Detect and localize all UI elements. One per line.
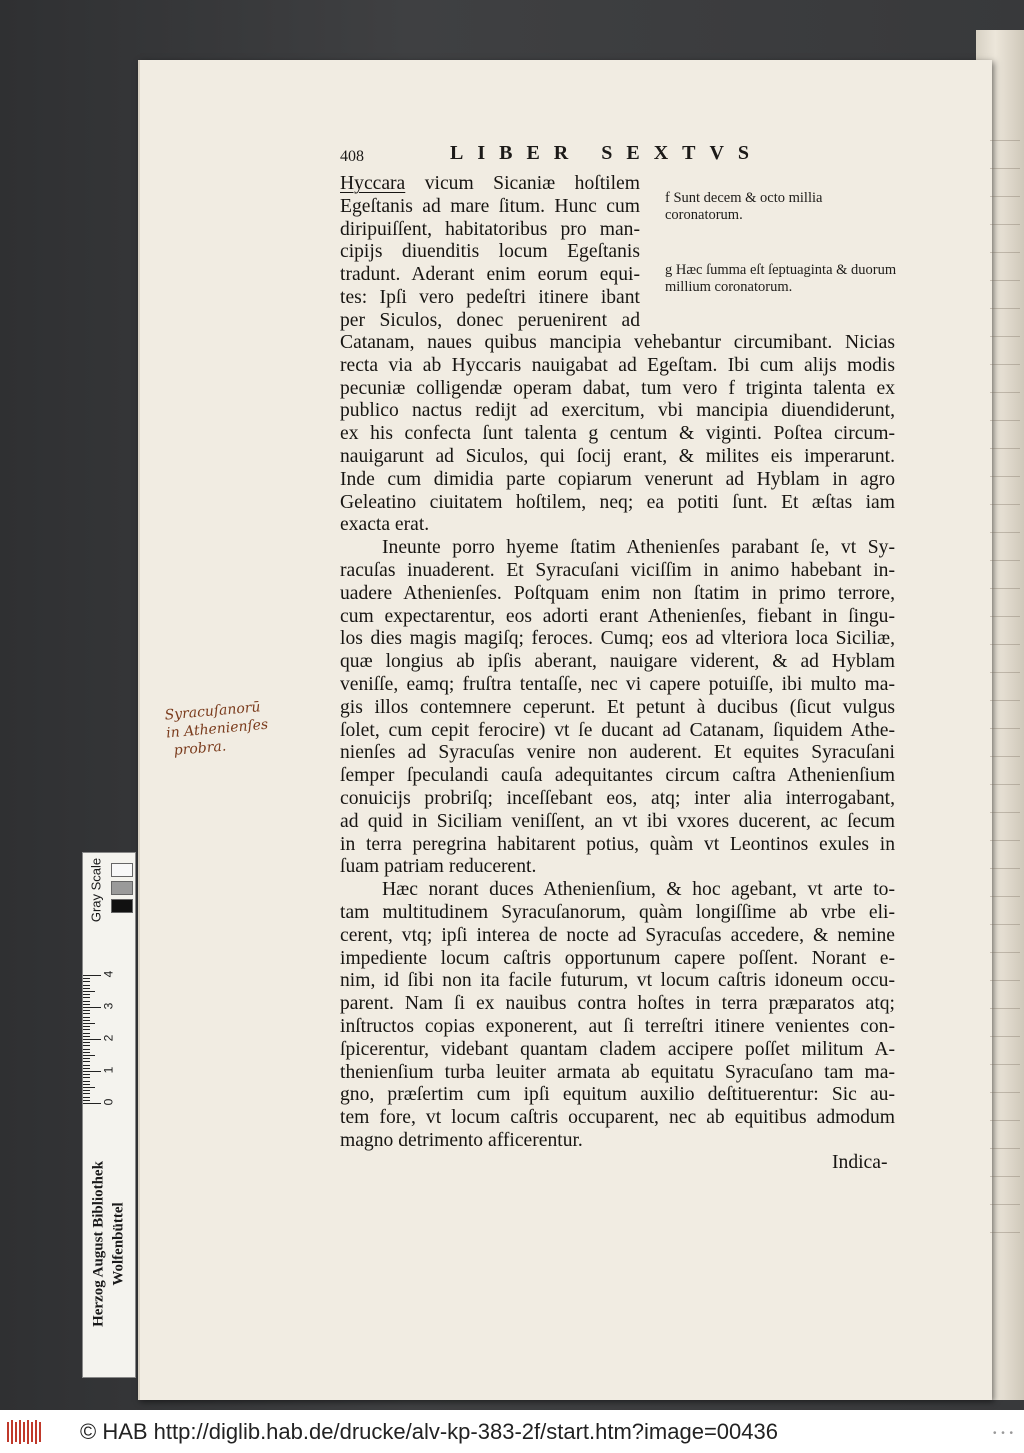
ruler-tick <box>83 1033 90 1034</box>
text-line: cipijs diuenditis locum Egeſtanis <box>340 241 640 263</box>
bleed-line <box>990 1232 1020 1233</box>
bleed-line <box>990 952 1020 953</box>
text-line: racuſas inuaderent. Et Syracuſani viciſſim in animo habebant in- <box>340 559 895 581</box>
text-line: pecuniæ colligendæ operam dabat, tum vero f triginta talenta ex <box>340 377 895 399</box>
text-line: Geleatino ciuitatem hoſtilem, neq; ea potiti ſunt. Et æſtas iam <box>340 491 895 513</box>
bleed-line <box>990 448 1020 449</box>
copyright-link[interactable]: © HAB http://diglib.hab.de/drucke/alv-kp-383-2f/start.htm?image=00436 <box>80 1419 778 1444</box>
ruler-tick <box>83 1010 90 1011</box>
text-line: Ineunte porro hyeme ſtatim Athenienſes parabant ſe, vt Sy- <box>382 537 895 559</box>
bleed-line <box>990 392 1020 393</box>
handwritten-line: probra. <box>173 738 227 759</box>
bleed-line <box>990 476 1020 477</box>
bleed-line <box>990 1008 1020 1009</box>
gray-swatch-black <box>111 899 133 913</box>
ruler-number: 3 <box>101 1002 116 1010</box>
text-block-full <box>340 332 895 1153</box>
text-line: veniſſe, eamq; fruſtra tentaſſe, nec vi capere potuiſſe, ibi multo ma- <box>340 673 895 695</box>
ruler-tick <box>83 994 90 995</box>
text-line: ſemper ſpeculandi cauſa adequitantes circum caſtra Athenienſium <box>340 765 895 787</box>
text-line: tes: Ipſi vero pedeſtri itinere ibant <box>340 286 640 308</box>
gray-scale-label: Gray Scale <box>88 857 104 923</box>
text-line: cerent, vtq; ipſi interea de nocte ad Syracuſas accedere, & nemine <box>340 924 895 946</box>
barcode-logo-icon <box>6 1419 44 1445</box>
text-block-narrow <box>340 173 640 333</box>
text-line: ad quid in Siciliam veniſſent, an vt ibi vxores ducerent, ac ſecum <box>340 810 895 832</box>
bleed-line <box>990 1148 1020 1149</box>
bleed-line <box>990 252 1020 253</box>
ruler-tick <box>83 997 90 998</box>
text-line: los dies magis magiſq; feroces. Cumq; eos ad vlteriora loca Siciliæ, <box>340 628 895 650</box>
ruler-number: 1 <box>101 1066 116 1074</box>
running-head: LIBER SEXTVS <box>450 142 764 164</box>
ruler-tick <box>83 988 90 989</box>
text-line: inſtructos copias exponerent, aut ſi terreſtri itinere venientes con- <box>340 1015 895 1037</box>
text-line: ſpicerentur, videbant quantam cladem accipere poſſet militum A- <box>340 1038 895 1060</box>
institution-line1: Herzog August Bibliothek <box>90 1161 107 1327</box>
ruler-tick <box>83 1029 90 1030</box>
bleed-line <box>990 308 1020 309</box>
margin-note-f: f Sunt decem & octo millia coronatorum. <box>665 190 823 223</box>
ruler-tick <box>83 1017 90 1018</box>
page-number: 408 <box>340 148 364 165</box>
text-line: ex his confecta ſunt talenta g centum & viginti. Poſtea circum- <box>340 423 895 445</box>
ruler-tick <box>83 1045 90 1046</box>
text-line: thenienſium turba leuiter armata ab equitatu Syracuſano tam ma- <box>340 1061 895 1083</box>
ruler-tick <box>83 1013 90 1014</box>
bleed-line <box>990 1064 1020 1065</box>
ruler-scale <box>83 970 135 1106</box>
gray-swatch-mid <box>111 881 133 895</box>
gray-swatch-white <box>111 863 133 877</box>
bleed-line <box>990 1036 1020 1037</box>
ruler-tick <box>83 1026 90 1027</box>
bleed-line <box>990 672 1020 673</box>
text-line: parent. Nam ſi ex nauibus contra hoſtes in terra præparatos atq; <box>340 993 895 1015</box>
bleed-line <box>990 896 1020 897</box>
ruler-tick <box>83 1058 90 1059</box>
text-line: quæ longius ab ipſis aberant, nauigare viderent, & ad Hyblam <box>340 651 895 673</box>
text-line: Hyccara vicum Sicaniæ hoſtilem <box>340 173 640 194</box>
bleed-line <box>990 336 1020 337</box>
ruler-tick <box>83 1081 90 1082</box>
ruler-tick <box>83 1103 101 1104</box>
bleed-line <box>990 1204 1020 1205</box>
text-line: Catanam, naues quibus mancipia vehebantur circumibant. Nicias <box>340 332 895 353</box>
ruler-tick <box>83 1084 90 1085</box>
bleed-line <box>990 756 1020 757</box>
ruler-number: 2 <box>101 1034 116 1042</box>
institution-label <box>83 1111 135 1377</box>
bleed-line <box>990 224 1020 225</box>
ruler-tick <box>83 1020 90 1021</box>
ruler-tick <box>83 1087 95 1088</box>
text-line: Egeſtanis ad mare ſitum. Hunc cum <box>340 195 640 217</box>
text-line: tam multitudinem Syracuſanorum, quàm longiſſime ab vrbe eli- <box>340 901 895 923</box>
bleed-line <box>990 280 1020 281</box>
ruler-number: 4 <box>101 970 116 978</box>
underlined-word: Hyccara <box>340 173 406 194</box>
gray-scale-ruler <box>82 852 136 1378</box>
ruler-tick <box>83 1068 90 1069</box>
bleed-line <box>990 504 1020 505</box>
ruler-tick <box>83 1042 90 1043</box>
catchword: Indica- <box>832 1152 888 1173</box>
ruler-tick <box>83 981 90 982</box>
ruler-tick <box>83 1039 101 1040</box>
ruler-number: 0 <box>101 1098 116 1106</box>
ruler-tick <box>83 1001 90 1002</box>
text-line: gis illos contemnere ceperunt. Et petunt à ducibus (ſicut vulgus <box>340 696 895 718</box>
ruler-tick <box>83 978 90 979</box>
text-line: magno detrimento afficerentur. <box>340 1129 583 1151</box>
text-line: conuicijs probriſq; inceſſebant eos, atq; inter alia interrogabant, <box>340 787 895 809</box>
bleed-line <box>990 1092 1020 1093</box>
ruler-tick <box>83 1061 90 1062</box>
text-line: exacta erat. <box>340 514 430 536</box>
bleed-line <box>990 616 1020 617</box>
text-line: tem fore, vt locum caſtris occuparent, nec ab equitibus admodum <box>340 1107 895 1129</box>
bleed-line <box>990 812 1020 813</box>
ruler-tick <box>83 1065 90 1066</box>
ruler-tick <box>83 1100 90 1101</box>
footer-bar <box>0 1410 1024 1453</box>
bleed-line <box>990 140 1020 141</box>
bleed-line <box>990 420 1020 421</box>
bleed-line <box>990 980 1020 981</box>
ruler-tick <box>83 1007 101 1008</box>
bleed-line <box>990 784 1020 785</box>
ruler-tick <box>83 1077 90 1078</box>
bleed-line <box>990 728 1020 729</box>
institution-line2: Wolfenbüttel <box>110 1202 127 1286</box>
text-line: cum expectarentur, eos adorti erant Athenienſes, fiebant in ſingu- <box>340 605 895 627</box>
text-line: Inde cum dimidia parte copiarum venerunt ad Hyblam in agro <box>340 468 895 490</box>
text-line: tradunt. Aderant enim eorum equi- <box>340 264 640 286</box>
bleed-line <box>990 532 1020 533</box>
bleed-line <box>990 1120 1020 1121</box>
bleed-line <box>990 364 1020 365</box>
margin-note-g: g Hæc ſumma eſt ſeptuaginta & duorum millium coronatorum. <box>665 262 897 295</box>
ruler-tick <box>83 1052 90 1053</box>
bleed-line <box>990 644 1020 645</box>
text-line: impediente locum caſtris opportunum capere poſſent. Norant e- <box>340 947 895 969</box>
bleed-line <box>990 868 1020 869</box>
text-line: diripuiſſent, habitatoribus pro man- <box>340 218 640 240</box>
ruler-tick <box>83 1036 90 1037</box>
bleed-line <box>990 924 1020 925</box>
text-line: ſuam patriam reducerent. <box>340 856 537 878</box>
text-line: recta via ab Hyccaris nauigabat ad Egeſtam. Ibi cum alijs modis <box>340 354 895 376</box>
text-line: uadere Athenienſes. Poſtquam enim non ſtatim in primo terrore, <box>340 582 895 604</box>
text-line: ſolet, cum cepit feroсire) vt ſe ducant ad Catanam, ſiquidem Athe- <box>340 719 895 741</box>
page-header <box>340 142 790 166</box>
ruler-tick <box>83 1004 90 1005</box>
bleed-line <box>990 700 1020 701</box>
text-line: nim, id ſibi non ita facile futurum, vt locum caſtris idoneum occu- <box>340 970 895 992</box>
text-line: in terra peregrina habitarent potius, quàm vt Leontinos exules in <box>340 833 895 855</box>
ruler-tick <box>83 1055 95 1056</box>
handwritten-line: Syracuſanorū <box>164 699 262 724</box>
text-line: per Siculos, donec peruenirent ad <box>340 309 640 331</box>
ruler-tick <box>83 1097 90 1098</box>
ruler-tick <box>83 1090 90 1091</box>
text-line: nienſes ad Syracuſas venire non auderent. Et equites Syracuſani <box>340 742 895 764</box>
text-line: gno, præſertim cum ipſi equitum auxilio deſtituerentur: Sic au- <box>340 1084 895 1106</box>
ruler-tick <box>83 985 90 986</box>
text-line: Hæc norant duces Athenienſium, & hoc agebant, vt arte to- <box>382 879 895 901</box>
ruler-tick <box>83 1093 90 1094</box>
handwritten-line: in Athenienſes <box>165 716 269 742</box>
ruler-tick <box>83 1023 95 1024</box>
bleed-line <box>990 196 1020 197</box>
ruler-tick <box>83 1071 101 1072</box>
ruler-tick <box>83 1074 90 1075</box>
bleed-line <box>990 560 1020 561</box>
ruler-tick <box>83 1049 90 1050</box>
bleed-line <box>990 1176 1020 1177</box>
ruler-tick <box>83 975 101 976</box>
bleed-line <box>990 168 1020 169</box>
ruler-tick <box>83 991 95 992</box>
bleed-line <box>990 588 1020 589</box>
text-line: nauigarunt ad Siculos, qui ſocij erant, & milites eis imperarunt. <box>340 445 895 467</box>
bleed-line <box>990 840 1020 841</box>
footer-dots: • • • <box>992 1428 1014 1439</box>
text-line: publico nactus rediјt ad exercitum, vbi mancipia diuendiderunt, <box>340 400 895 422</box>
